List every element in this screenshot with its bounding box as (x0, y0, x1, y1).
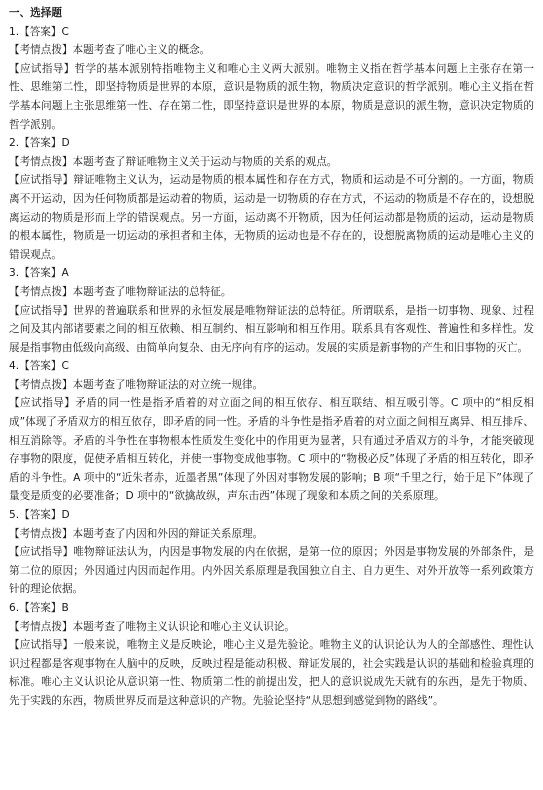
exam-guidance: 【应试指导】一般来说，唯物主义是反映论，唯心主义是先验论。唯物主义的认识论认为人的全部感性、理性认识过程都是客观事物在人脑中的反映，反映过程是能动积极、辩证发展的，社会实践是认识的基础和检验真理的标准。唯心主义认识论从意识第一性、物质第二性的前提出发，把人的意识说成先天就有的东西，是先于物质、先于实践的东西，物质世界反而是这种意识的产物。先验论坚持“从思想到感觉到物的路线”。 (9, 639, 534, 707)
question-2 (9, 134, 534, 264)
question-3 (9, 264, 534, 357)
question-6 (9, 599, 534, 711)
question-4 (9, 357, 534, 506)
analysis-point: 【考情点拨】本题考查了内因和外因的辩证关系原理。 (9, 527, 264, 540)
answer-line: 2.【答案】D (9, 137, 70, 150)
analysis-point: 【考情点拨】本题考查了辩证唯物主义关于运动与物质的关系的观点。 (9, 155, 338, 168)
exam-guidance: 【应试指导】辩证唯物主义认为，运动是物质的根本属性和存在方式，物质和运动是不可分割的。一方面，物质离不开运动，因为任何物质都是运动着的物质，运动是一切物质的存在方式，不运动的物质是不存在的，设想脱离运动的物质是形而上学的错误观点。另一方面，运动离不开物质，因为任何运动都是物质的运动，运动是物质的根本属性，物质是一切运动的承担者和主体，无物质的运动也是不存在的，设想脱离物质的运动是唯心主义的错误观点。 (9, 174, 534, 261)
exam-guidance: 【应试指导】唯物辩证法认为，内因是事物发展的内在依据，是第一位的原因；外因是事物发展的外部条件，是第二位的原因；外因通过内因而起作用。内外因关系原理是我国独立自主、自力更生、对外开放等一系列政策方针的理论依据。 (9, 546, 534, 596)
analysis-point: 【考情点拨】本题考查了唯物辩证法的对立统一规律。 (9, 378, 264, 391)
answer-line: 4.【答案】C (9, 360, 69, 373)
exam-guidance: 【应试指导】哲学的基本派别特指唯物主义和唯心主义两大派别。唯物主义指在哲学基本问题上主张存在第一性、思维第二性，即坚持物质是世界的本原，意识是物质的派生物，物质决定意识的哲学派别。唯心主义指在哲学基本问题上主张思维第一性、存在第二性，即坚持意识是世界的本原，物质是意识的派生物，意识决定物质的哲学派别。 (9, 62, 534, 131)
answer-line: 3.【答案】A (9, 267, 69, 280)
question-5 (9, 506, 534, 599)
answer-line: 1.【答案】C (9, 25, 69, 38)
question-1 (9, 23, 534, 135)
analysis-point: 【考情点拨】本题考查了唯物主义认识论和唯心主义认识论。 (9, 620, 296, 633)
answer-line: 6.【答案】B (9, 602, 69, 614)
answer-line: 5.【答案】D (9, 509, 70, 522)
section-title: 一、选择题 (9, 7, 62, 19)
exam-guidance: 【应试指导】矛盾的同一性是指矛盾着的对立面之间的相互依存、相互联结、相互吸引等。C 项中的“相反相成”体现了矛盾双方的相互依存，即矛盾的同一性。矛盾的斗争性是指矛盾着的对立面之间相互离异、相互排斥、相互消除等。矛盾的斗争性在事物根本性质发生变化中的作用更为显著，只有通过矛盾双方的斗争，才能突破现存事物的限度，促使矛盾相互转化，并使一事物变成他事物。C 项中的“物极必反”体现了矛盾的相互转化，即矛盾的斗争性。A 项中的“近朱者赤，近墨者黑”体现了外因对事物发展的影响；B 项“千里之行，始于足下”体现了量变是质变的必要准备；D 项中的“欲擒故纵，声东击西”体现了现象和本质之间的关系原理。 (9, 397, 534, 503)
exam-guidance: 【应试指导】世界的普遍联系和世界的永恒发展是唯物辩证法的总特征。所谓联系，是指一切事物、现象、过程之间及其内部诸要素之间的相互依赖、相互制约、相互影响和相互作用。联系具有客观性、普遍性和多样性。发展是指事物由低级向高级、由简单向复杂、由无序向有序的运动。发展的实质是新事物的产生和旧事物的灭亡。 (9, 304, 534, 354)
analysis-point: 【考情点拨】本题考查了唯心主义的概念。 (9, 44, 211, 57)
analysis-point: 【考情点拨】本题考查了唯物辩证法的总特征。 (9, 285, 232, 298)
